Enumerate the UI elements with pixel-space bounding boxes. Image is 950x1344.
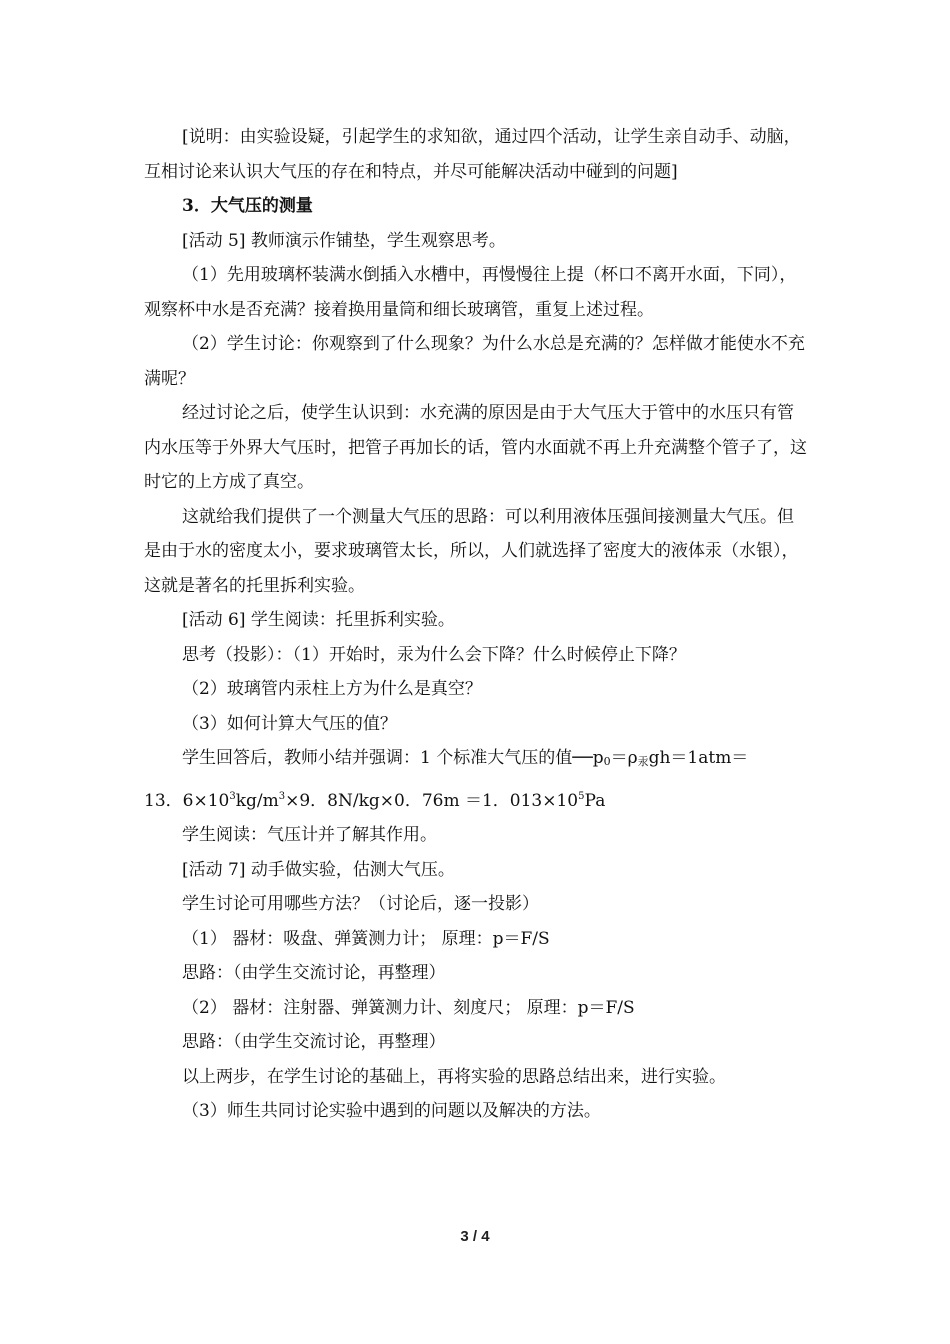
question-2-paragraph: （2）玻璃管内汞柱上方为什么是真空？ bbox=[182, 679, 482, 699]
method-1-idea-paragraph: 思路：（由学生交流讨论，再整理） bbox=[182, 963, 446, 983]
barometer-paragraph: 学生阅读：气压计并了解其作用。 bbox=[182, 825, 437, 845]
value-text-b: kg/m bbox=[235, 790, 279, 811]
formula-value-paragraph bbox=[144, 780, 808, 819]
value-superscript-1: 3 bbox=[229, 790, 236, 802]
methods-paragraph: 学生讨论可用哪些方法？（讨论后，逐一投影） bbox=[182, 894, 539, 914]
section-heading: 3．大气压的测量 bbox=[182, 196, 313, 216]
document-body bbox=[144, 120, 808, 1129]
value-text-c: ×9．8N/kg×0．76m ＝1．013×10 bbox=[285, 790, 579, 811]
activity-7-paragraph: [活动 7] 动手做实验，估测大气压。 bbox=[182, 859, 455, 880]
method-2-paragraph: （2） 器材：注射器、弹簧测力计、刻度尺； 原理：p＝F/S bbox=[182, 997, 635, 1018]
page-number: 3 / 4 bbox=[460, 1228, 490, 1245]
formula-text-c: gh＝1atm＝ bbox=[648, 748, 749, 768]
value-text-a: 13．6×10 bbox=[144, 790, 230, 811]
note-paragraph: [说明：由实验设疑，引起学生的求知欲，通过四个活动，让学生亲自动手、动脑，互相讨论来认识大气压的存在和特点，并尽可能解决活动中碰到的问题] bbox=[144, 127, 801, 182]
step-2-paragraph: （2）学生讨论：你观察到了什么现象？为什么水总是充满的？怎样做才能使水不充满呢？ bbox=[144, 334, 805, 389]
method-2-idea-paragraph: 思路：（由学生交流讨论，再整理） bbox=[182, 1032, 446, 1052]
method-1-paragraph: （1） 器材：吸盘、弹簧测力计； 原理：p＝F/S bbox=[182, 928, 550, 949]
formula-subscript-0: 0 bbox=[603, 755, 611, 768]
discussion-paragraph: 经过讨论之后，使学生认识到：水充满的原因是由于大气压大于管中的水压只有管内水压等于外界大气压时，把管子再加长的话，管内水面就不再上升充满整个管子了，这时它的上方成了真空。 bbox=[144, 403, 807, 492]
value-superscript-3: 5 bbox=[578, 790, 585, 802]
step-1-paragraph: （1）先用玻璃杯装满水倒插入水槽中，再慢慢往上提（杯口不离开水面，下同），观察杯中水是否充满？接着换用量筒和细长玻璃管，重复上述过程。 bbox=[144, 265, 797, 320]
value-text-d: Pa bbox=[584, 790, 606, 811]
activity-5-paragraph: [活动 5] 教师演示作铺垫，学生观察思考。 bbox=[182, 230, 506, 251]
formula-paragraph bbox=[144, 741, 808, 780]
idea-paragraph: 这就给我们提供了一个测量大气压的思路：可以利用液体压强间接测量大气压。但是由于水的密度太小，要求玻璃管太长，所以，人们就选择了密度大的液体汞（水银），这就是著名的托里拆利实验。 bbox=[144, 506, 799, 596]
formula-text-a: 学生回答后，教师小结并强调：1 个标准大气压的值──p bbox=[182, 748, 604, 768]
question-3-paragraph: （3）如何计算大气压的值？ bbox=[182, 713, 397, 734]
formula-text-b: ＝ρ bbox=[610, 748, 638, 768]
question-1-paragraph: 思考（投影）：（1）开始时，汞为什么会下降？什么时候停止下降？ bbox=[182, 644, 686, 665]
formula-subscript-hg: 汞 bbox=[637, 755, 649, 768]
activity-6-paragraph: [活动 6] 学生阅读：托里拆利实验。 bbox=[182, 610, 455, 630]
value-superscript-2: 3 bbox=[278, 790, 286, 802]
summary-paragraph: 以上两步，在学生讨论的基础上，再将实验的思路总结出来，进行实验。 bbox=[182, 1066, 726, 1087]
step-3-paragraph: （3）师生共同讨论实验中遇到的问题以及解决的方法。 bbox=[182, 1101, 601, 1121]
